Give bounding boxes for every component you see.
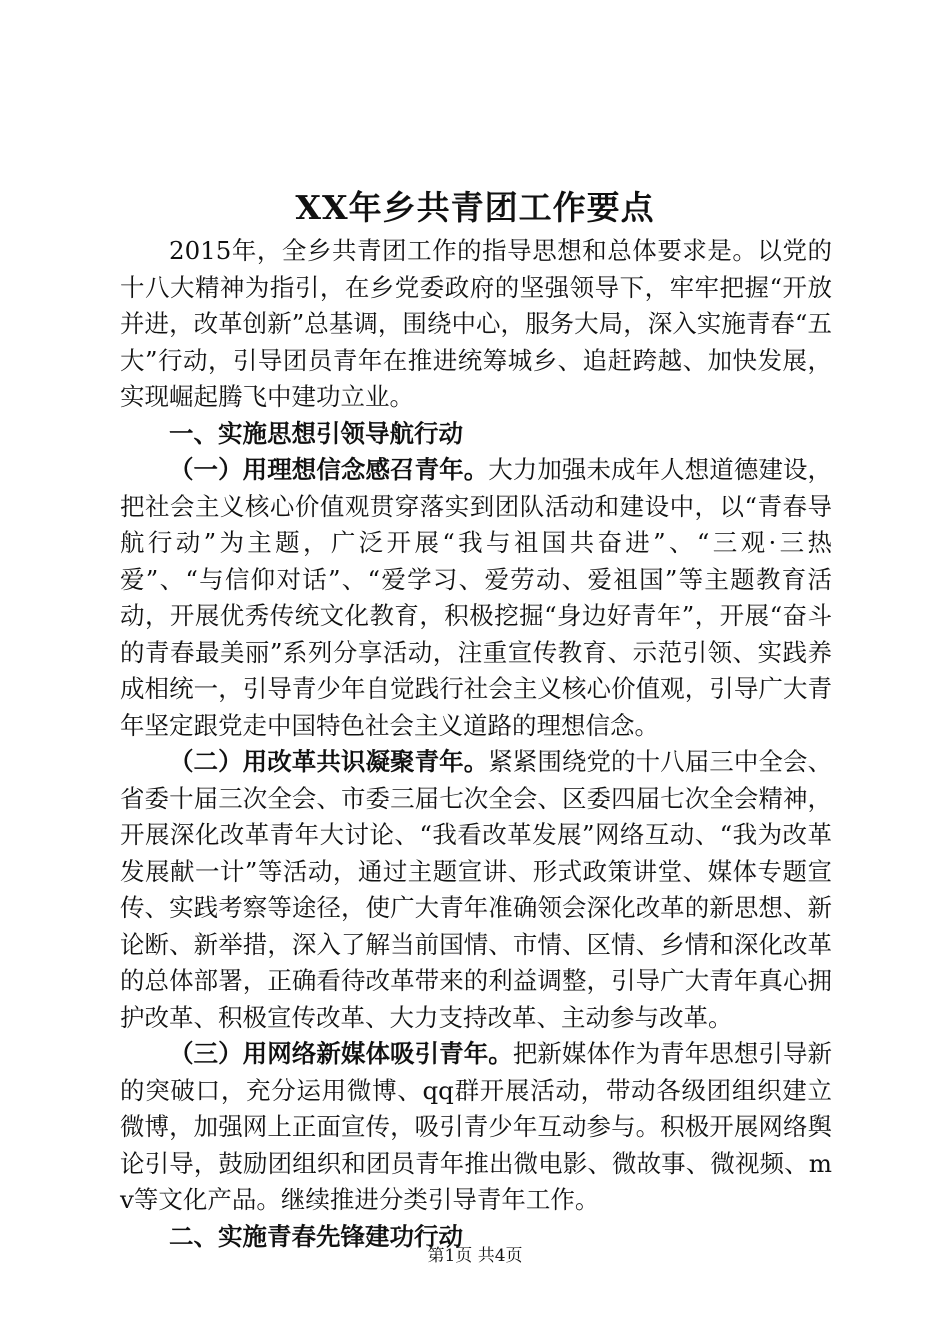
intro-paragraph: 2015年，全乡共青团工作的指导思想和总体要求是。以党的十八大精神为指引，在乡党委政府的坚强领导下，牢牢把握“开放并进，改革创新”总基调，围绕中心，服务大局，深入实施青春“五大”行动，引导团员青年在推进统筹城乡、追赶跨越、加快发展，实现崛起腾飞中建功立业。 xyxy=(120,236,832,411)
document-body xyxy=(120,233,832,1255)
page-footer: 第1页 共4页 xyxy=(427,1246,523,1266)
item-1-text: 大力加强未成年人想道德建设，把社会主义核心价值观贯穿落实到团队活动和建设中，以“青春导航行动”为主题，广泛开展“我与祖国共奋进”、“三观·三热爱”、“与信仰对话”、“爱学习、爱劳动、爱祖国”等主题教育活动，开展优秀传统文化教育，积极挖掘“身边好青年”，开展“奋斗的青春最美丽”系列分享活动，注重宣传教育、示范引领、实践养成相统一，引导青少年自觉践行社会主义核心价值观，引导广大青年坚定跟党走中国特色社会主义道路的理想信念。 xyxy=(120,455,832,740)
item-3-text: 把新媒体作为青年思想引导新的突破口，充分运用微博、qq群开展活动，带动各级团组织建立微博，加强网上正面宣传，吸引青少年互动参与。积极开展网络舆论引导，鼓励团组织和团员青年推出微电影、微故事、微视频、mv等文化产品。继续推进分类引导青年工作。 xyxy=(120,1039,833,1214)
item-3-lead: （三）用网络新媒体吸引青年。 xyxy=(169,1039,513,1068)
section-2-heading: 二、实施青春先锋建功行动 xyxy=(169,1221,463,1251)
item-1-lead: （一）用理想信念感召青年。 xyxy=(169,455,489,484)
section-1-item-1 xyxy=(120,452,832,744)
item-2-text: 紧紧围绕党的十八届三中全会、省委十届三次全会、市委三届七次全会、区委四届七次全会精神，开展深化改革青年大讨论、“我看改革发展”网络互动、“我为改革发展献一计”等活动，通过主题宣讲、形式政策讲堂、媒体专题宣传、实践考察等途径，使广大青年准确领会深化改革的新思想、新论断、新举措，深入了解当前国情、市情、区情、乡情和深化改革的总体部署，正确看待改革带来的利益调整，引导广大青年真心拥护改革、积极宣传改革、大力支持改革、主动参与改革。 xyxy=(120,747,832,1032)
document-title: XX年乡共青团工作要点 xyxy=(295,188,655,227)
item-2-lead: （二）用改革共识凝聚青年。 xyxy=(169,747,489,776)
section-1-heading: 一、实施思想引领导航行动 xyxy=(169,418,463,448)
section-1-item-3 xyxy=(120,1036,832,1219)
section-1-item-2 xyxy=(120,744,832,1036)
